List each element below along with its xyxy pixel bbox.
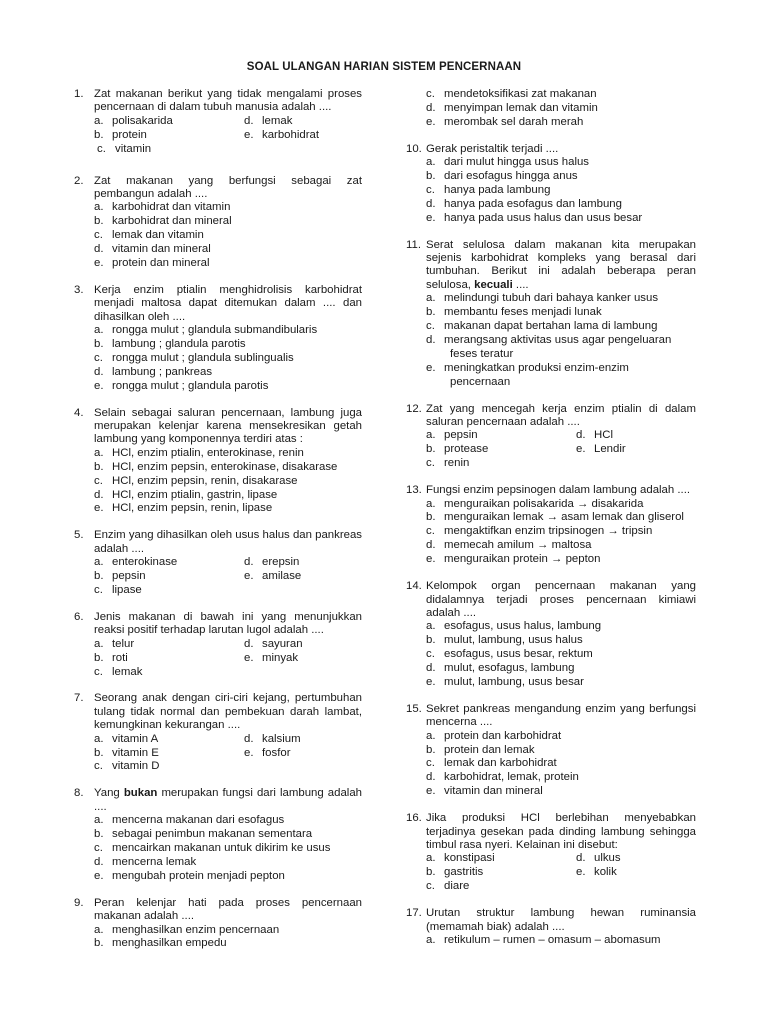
question-12	[406, 403, 696, 472]
question-6	[74, 611, 362, 680]
option-b[interactable]: b. menguraikan lemak → asam lemak dan gliserol	[426, 511, 684, 524]
question-text: Selain sebagai saluran pencernaan, lambung juga merupakan kelenjar karena mensekresikan getah lambung yang komponennya terdiri atas :	[94, 406, 362, 446]
option-b[interactable]: b. protein dan lemak	[426, 743, 535, 756]
option-list	[74, 924, 362, 952]
option-b[interactable]: b. pepsin	[94, 570, 146, 583]
question-text: Zat makanan berikut yang tidak mengalami proses pencernaan di dalam tubuh manusia adalah ....	[94, 88, 362, 114]
option-a[interactable]: a. pepsin	[426, 429, 478, 442]
question-10	[406, 143, 696, 226]
question-text: Sekret pankreas mengandung enzim yang berfungsi mencerna ....	[426, 702, 696, 729]
option-e[interactable]: e. karbohidrat	[244, 128, 319, 141]
question-3	[74, 284, 362, 394]
option-e[interactable]: e. rongga mulut ; glandula parotis	[94, 379, 269, 392]
option-list	[74, 814, 362, 884]
option-b[interactable]: b. sebagai penimbun makanan sementara	[94, 828, 313, 841]
option-e[interactable]: e. meningkatkan produksi enzim-enzim pencernaan	[426, 361, 629, 388]
option-e[interactable]: e. Lendir	[576, 443, 626, 456]
option-d[interactable]: d. mencerna lemak	[94, 855, 197, 868]
question-number: 14.	[406, 580, 422, 593]
option-a[interactable]: a. konstipasi	[426, 852, 495, 865]
option-list	[406, 88, 696, 130]
option-a[interactable]: a. menghasilkan enzim pencernaan	[94, 923, 280, 936]
question-text: Seorang anak dengan ciri-ciri kejang, pertumbuhan tulang tidak normal dan pembekuan darah lambat, kemungkinan kekurangan ....	[94, 692, 362, 732]
question-text: Enzim yang dihasilkan oleh usus halus dan pankreas adalah ....	[94, 529, 362, 555]
option-e[interactable]: e. HCl, enzim pepsin, renin, lipase	[94, 502, 273, 515]
option-b[interactable]: b. menghasilkan empedu	[94, 937, 227, 950]
option-list	[74, 447, 362, 517]
question-number: 8.	[74, 787, 84, 800]
option-d[interactable]: d. HCl	[576, 429, 613, 442]
question-8	[74, 787, 362, 883]
option-d[interactable]: d. memecah amilum → maltosa	[426, 539, 592, 552]
question-text: Zat makanan yang berfungsi sebagai zat pembangun adalah ....	[94, 174, 362, 200]
option-e[interactable]: e. menguraikan protein → pepton	[426, 553, 601, 566]
question-number: 3.	[74, 283, 84, 296]
question-text: Peran kelenjar hati pada proses pencernaan makanan adalah ....	[94, 896, 362, 923]
option-a[interactable]: a. dari mulut hingga usus halus	[426, 156, 590, 169]
option-a[interactable]: a. retikulum – rumen – omasum – abomasum	[426, 933, 661, 946]
question-text: Gerak peristaltik terjadi ....	[426, 142, 559, 155]
option-d[interactable]: d. ulkus	[576, 852, 621, 865]
option-c[interactable]: c. makanan dapat bertahan lama di lambung	[426, 320, 658, 333]
option-a[interactable]: a. rongga mulut ; glandula submandibularis	[94, 324, 318, 337]
question-number: 11.	[406, 238, 421, 251]
option-c[interactable]: c. mendetoksifikasi zat makanan	[426, 88, 597, 100]
question-11	[406, 239, 696, 390]
question-text: Kelompok organ pencernaan makanan yang didalamnya terjadi proses pencernaan kimiawi adalah ....	[426, 580, 696, 619]
left-column	[74, 88, 362, 964]
option-d[interactable]: d. mulut, esofagus, lambung	[426, 662, 575, 675]
question-text: Yang bukan merupakan fungsi dari lambung adalah ....	[94, 787, 362, 813]
question-number: 5.	[74, 529, 84, 542]
question-14	[406, 580, 696, 690]
option-b[interactable]: b. protease	[426, 443, 489, 456]
question-number: 16.	[406, 812, 422, 825]
option-list	[406, 498, 696, 568]
question-number: 17.	[406, 907, 422, 920]
option-e[interactable]: e. fosfor	[244, 746, 291, 759]
question-number: 2.	[74, 174, 84, 187]
question-9	[74, 897, 362, 952]
option-d[interactable]: d. kalsium	[244, 732, 301, 745]
option-c[interactable]: c. renin	[426, 457, 470, 470]
option-c[interactable]: c. vitamin D	[94, 760, 160, 773]
question-number: 10.	[406, 142, 422, 155]
question-text: Fungsi enzim pepsinogen dalam lambung adalah ....	[426, 484, 691, 497]
option-list	[406, 730, 696, 800]
emphasis-text: kecuali	[474, 278, 513, 291]
option-c[interactable]: c. lemak dan karbohidrat	[426, 757, 557, 770]
option-list	[74, 324, 362, 394]
option-c[interactable]: c. esofagus, usus besar, rektum	[426, 648, 593, 661]
option-a[interactable]: a. protein dan karbohidrat	[426, 729, 562, 742]
option-list	[74, 115, 362, 157]
question-1	[74, 88, 362, 157]
option-e[interactable]: e. merombak sel darah merah	[426, 115, 584, 128]
option-e[interactable]: e. minyak	[244, 651, 299, 664]
option-b[interactable]: b. protein	[94, 128, 147, 141]
option-a[interactable]: a. enterokinase	[94, 556, 178, 569]
option-d[interactable]: d. hanya pada esofagus dan lambung	[426, 197, 622, 210]
option-d[interactable]: d. sayuran	[244, 637, 303, 650]
option-b[interactable]: b. HCl, enzim pepsin, enterokinase, disakarase	[94, 460, 338, 473]
option-b[interactable]: b. vitamin E	[94, 746, 159, 759]
option-a[interactable]: a. polisakarida	[94, 114, 173, 127]
right-column	[406, 88, 696, 961]
option-b[interactable]: b. karbohidrat dan mineral	[94, 215, 232, 228]
option-b[interactable]: b. membantu feses menjadi lunak	[426, 306, 602, 319]
option-c[interactable]: c. rongga mulut ; glandula sublingualis	[94, 351, 294, 364]
question-17	[406, 907, 696, 948]
question-number: 12.	[406, 402, 422, 415]
question-number: 13.	[406, 484, 422, 497]
option-list	[406, 156, 696, 226]
question-2	[74, 175, 362, 271]
option-e[interactable]: e. mengubah protein menjadi pepton	[94, 869, 285, 882]
question-4	[74, 407, 362, 517]
option-c[interactable]: c. lemak dan vitamin	[94, 229, 204, 242]
option-c[interactable]: c. lemak	[94, 665, 143, 678]
option-d[interactable]: d. menyimpan lemak dan vitamin	[426, 101, 598, 114]
option-a[interactable]: a. vitamin A	[94, 732, 159, 745]
option-a[interactable]: a. menguraikan polisakarida → disakarida	[426, 497, 644, 510]
page-title: SOAL ULANGAN HARIAN SISTEM PENCERNAAN	[246, 61, 522, 73]
option-list	[406, 292, 696, 389]
question-text: Serat selulosa dalam makanan kita merupakan sejenis karbohidrat kompleks yang berasal dari tumbuhan. Berikut ini adalah beberapa peran selulosa, kecuali ....	[426, 238, 696, 291]
question-number: 7.	[74, 692, 84, 705]
option-list	[74, 201, 362, 271]
question-number: 15.	[406, 702, 422, 715]
question-number: 1.	[74, 88, 84, 100]
option-b[interactable]: b. roti	[94, 651, 128, 664]
option-e[interactable]: e. amilase	[244, 570, 302, 583]
option-d[interactable]: d. merangsang aktivitas usus agar pengeluaran feses teratur	[426, 334, 672, 360]
option-d[interactable]: d. lambung ; pankreas	[94, 365, 213, 378]
question-number: 4.	[74, 406, 84, 419]
option-a[interactable]: a. melindungi tubuh dari bahaya kanker usus	[426, 292, 659, 305]
option-e[interactable]: e. protein dan mineral	[94, 256, 210, 269]
option-d[interactable]: d. HCl, enzim ptialin, gastrin, lipase	[94, 488, 278, 501]
question-text: Kerja enzim ptialin menghidrolisis karbohidrat menjadi maltosa dapat ditemukan dalam .... dan dihasilkan oleh ....	[94, 283, 362, 323]
question-16	[406, 812, 696, 894]
option-list	[406, 934, 696, 948]
emphasis-text: bukan	[123, 787, 158, 800]
option-a[interactable]: a. telur	[94, 637, 135, 650]
option-b[interactable]: b. mulut, lambung, usus halus	[426, 634, 583, 647]
question-number: 9.	[74, 896, 84, 909]
option-a[interactable]: a. karbohidrat dan vitamin	[94, 201, 231, 214]
option-a[interactable]: a. mencerna makanan dari esofagus	[94, 814, 285, 827]
option-c[interactable]: c. diare	[426, 880, 470, 893]
option-list	[406, 620, 696, 690]
option-b[interactable]: b. dari esofagus hingga anus	[426, 170, 578, 183]
option-list	[406, 852, 696, 894]
option-d[interactable]: d. lemak	[244, 114, 293, 127]
question-text: Jenis makanan di bawah ini yang menunjukkan reaksi positif terhadap larutan lugol adalah ....	[94, 610, 362, 637]
option-b[interactable]: b. gastritis	[426, 866, 484, 879]
question-number: 6.	[74, 610, 84, 623]
question-7	[74, 692, 362, 774]
question-13	[406, 484, 696, 567]
question-text: Jika produksi HCl berlebihan menyebabkan terjadinya gesekan pada dinding lambung sehingga timbul rasa nyeri. Kelainan ini disebut:	[426, 812, 696, 851]
question-text: Urutan struktur lambung hewan ruminansia (memamah biak) adalah ....	[426, 907, 696, 933]
option-a[interactable]: a. HCl, enzim ptialin, enterokinase, renin	[94, 446, 304, 459]
option-list	[406, 429, 696, 471]
option-e[interactable]: e. kolik	[576, 866, 617, 879]
option-c[interactable]: c. vitamin	[97, 142, 152, 155]
option-d[interactable]: d. vitamin dan mineral	[94, 243, 211, 256]
question-9-continued	[406, 88, 696, 130]
option-c[interactable]: c. lipase	[94, 584, 142, 596]
option-d[interactable]: d. karbohidrat, lemak, protein	[426, 771, 579, 784]
question-15	[406, 703, 696, 799]
option-c[interactable]: c. mengaktifkan enzim tripsinogen → tripsin	[426, 525, 653, 538]
option-a[interactable]: a. esofagus, usus halus, lambung	[426, 620, 602, 633]
option-e[interactable]: e. mulut, lambung, usus besar	[426, 675, 584, 688]
option-list	[74, 556, 362, 598]
question-text: Zat yang mencegah kerja enzim ptialin di dalam saluran pencernaan adalah ....	[426, 402, 696, 429]
option-d[interactable]: d. erepsin	[244, 556, 300, 569]
option-b[interactable]: b. lambung ; glandula parotis	[94, 338, 246, 350]
option-list	[74, 733, 362, 775]
option-e[interactable]: e. vitamin dan mineral	[426, 785, 543, 798]
option-c[interactable]: c. HCl, enzim pepsin, renin, disakarase	[94, 474, 298, 487]
option-e[interactable]: e. hanya pada usus halus dan usus besar	[426, 211, 643, 224]
option-c[interactable]: c. hanya pada lambung	[426, 183, 551, 196]
option-list	[74, 638, 362, 680]
option-c[interactable]: c. mencairkan makanan untuk dikirim ke usus	[94, 842, 331, 854]
question-5	[74, 529, 362, 598]
